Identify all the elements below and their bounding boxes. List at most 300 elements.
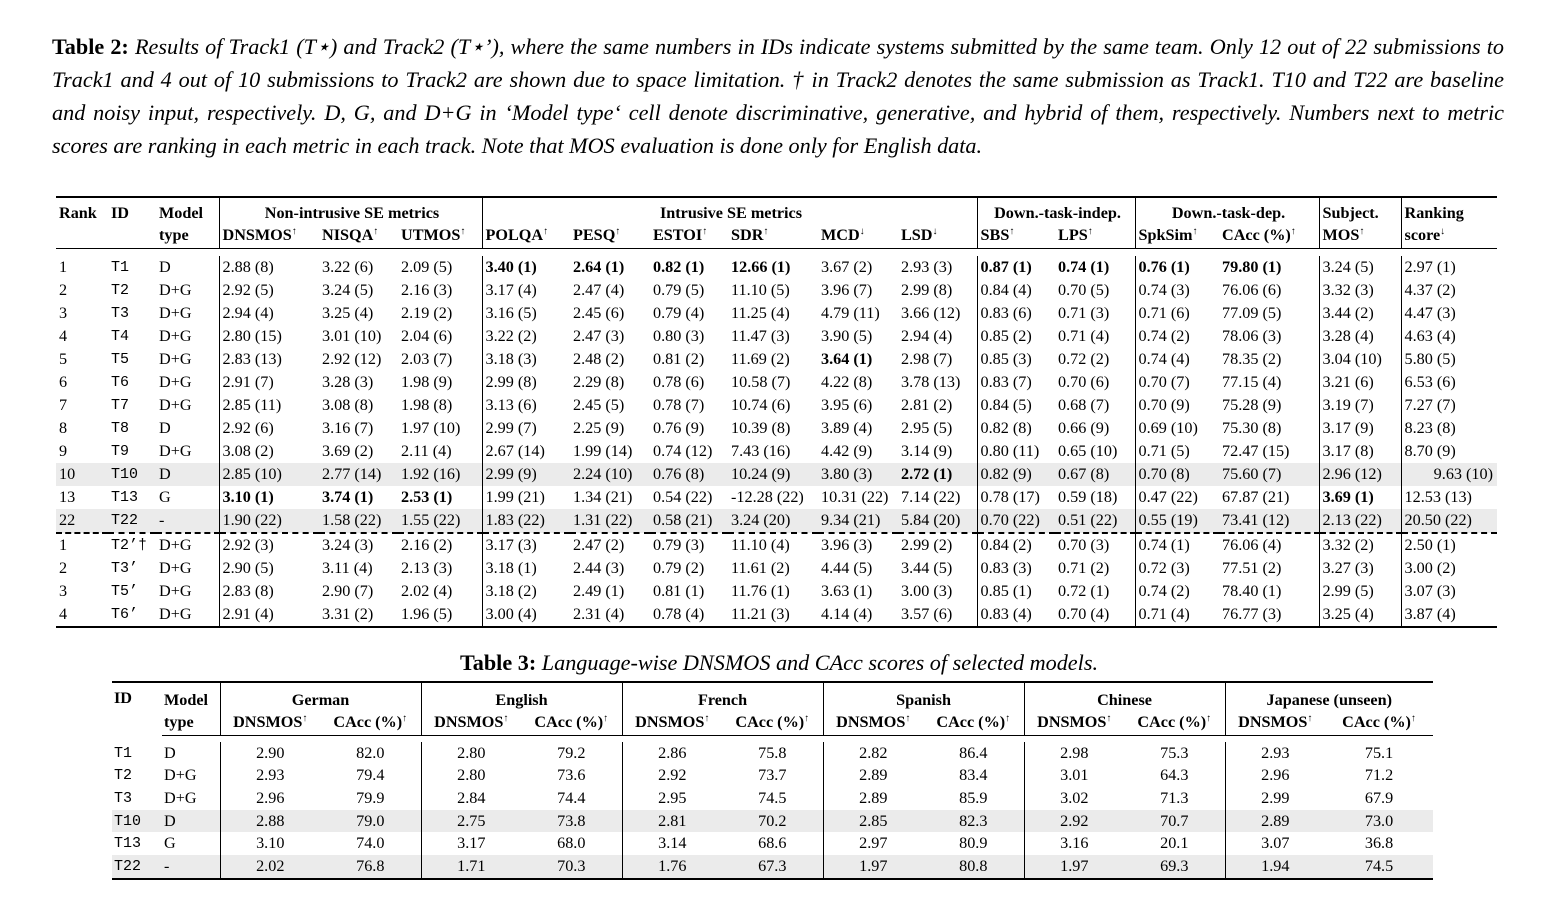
- metric-value-cell: 2.47 (2): [570, 533, 650, 557]
- score-cell: 2.95: [622, 787, 722, 810]
- score-cell: 79.9: [356, 788, 385, 807]
- metric-value-cell: 2.81 (2): [901, 396, 953, 414]
- metric-value-cell: 3.01 (10): [322, 327, 382, 345]
- metric-value-cell: 0.66 (9): [1058, 419, 1110, 437]
- score-cell: 71.3: [1160, 788, 1189, 807]
- score-cell: 3.16: [1024, 832, 1124, 855]
- model-type-cell: D+G: [159, 327, 192, 345]
- score-cell: 83.4: [959, 766, 988, 785]
- metric-value-cell: 1.31 (22): [570, 509, 650, 533]
- system-id-cell: T3: [114, 789, 133, 807]
- metric-direction-arrow: ↑: [603, 713, 609, 724]
- metric-value-cell: 3.00 (3): [901, 582, 953, 600]
- metric-value-cell: 2.96 (12): [1319, 463, 1401, 486]
- score-cell: 76.8: [320, 855, 421, 879]
- metric-value-cell: 4.44 (5): [821, 559, 873, 577]
- metric-header-name: CAcc (%): [1137, 713, 1207, 731]
- metric-value-cell: 3.16 (5): [482, 302, 570, 325]
- metric-value-cell: 0.47 (22): [1135, 486, 1219, 509]
- metric-direction-arrow: ↑: [302, 713, 308, 724]
- metric-value-cell: 2.91 (4): [219, 603, 319, 627]
- metric-value-cell: 2.94 (4): [219, 302, 319, 325]
- metric-header: [1219, 223, 1319, 249]
- metric-value-cell: 2.93 (3): [901, 258, 953, 276]
- metric-value-cell: 1.58 (22): [319, 509, 398, 533]
- metric-value-cell: 8.70 (9): [1401, 440, 1497, 463]
- metric-value-cell: 3.63 (1): [821, 582, 873, 600]
- metric-header-name: LSD: [901, 226, 933, 244]
- metric-header-name: DNSMOS: [836, 713, 906, 731]
- metric-value-cell: 1.98 (8): [401, 396, 453, 414]
- score-cell: 2.89: [823, 787, 923, 810]
- metric-header-name: UTMOS: [401, 226, 461, 244]
- score-cell: 36.8: [1364, 834, 1394, 853]
- metric-header: [1055, 223, 1135, 249]
- language-table: [112, 681, 1433, 880]
- metric-value-cell: 77.15 (4): [1222, 373, 1282, 391]
- metric-value-cell: 3.16 (7): [322, 419, 374, 437]
- score-cell: 70.3: [521, 855, 622, 879]
- metric-header-name: score: [1404, 226, 1441, 244]
- metric-direction-arrow: ↑: [291, 226, 297, 237]
- model-type-cell: D: [164, 743, 176, 762]
- system-id-cell: T22: [108, 509, 156, 533]
- header-spacer: [56, 249, 1497, 257]
- metric-value-cell: 0.71 (4): [1135, 603, 1219, 627]
- metric-value-cell: 1.92 (16): [398, 463, 482, 486]
- metric-header-name: MCD: [821, 226, 860, 244]
- score-cell: 2.89: [1225, 810, 1325, 833]
- metric-value-cell: 75.28 (9): [1222, 396, 1282, 414]
- metric-value-cell: 3.78 (13): [901, 373, 961, 391]
- metric-value-cell: 0.76 (8): [650, 463, 728, 486]
- rank-cell: 4: [59, 327, 68, 345]
- metric-direction-arrow: ↑: [1307, 713, 1313, 724]
- metric-value-cell: 3.32 (2): [1319, 533, 1401, 557]
- metric-value-cell: 2.97 (1): [1401, 256, 1497, 279]
- metric-value-cell: 3.11 (4): [322, 559, 373, 577]
- metric-value-cell: 2.13 (3): [401, 559, 453, 577]
- metric-value-cell: 1.97 (10): [401, 419, 461, 437]
- score-cell: 2.80: [421, 765, 521, 788]
- metric-value-cell: 2.94 (4): [901, 327, 953, 345]
- metric-direction-arrow: ↑: [763, 226, 769, 237]
- table2-caption: [52, 30, 1504, 162]
- metric-value-cell: 79.80 (1): [1222, 258, 1282, 276]
- rank-cell: 1: [56, 533, 108, 557]
- metric-value-cell: 0.87 (1): [977, 256, 1055, 279]
- model-type-cell: D+G: [164, 766, 197, 785]
- score-cell: 73.6: [557, 766, 586, 785]
- metric-header: [482, 223, 570, 249]
- metric-header: [1325, 710, 1433, 736]
- table-row: [56, 440, 1497, 463]
- metric-header-name: DNSMOS: [222, 226, 292, 244]
- metric-header-name: DNSMOS: [233, 713, 303, 731]
- metric-value-cell: 4.63 (4): [1401, 325, 1497, 348]
- score-cell: 70.2: [722, 810, 823, 833]
- results-table: [56, 196, 1497, 628]
- score-cell: 80.9: [959, 834, 988, 853]
- table3-caption-text: Language-wise DNSMOS and CAcc scores of selected models.: [541, 650, 1099, 675]
- rank-cell: 22: [56, 509, 108, 533]
- metric-value-cell: 3.96 (7): [821, 281, 873, 299]
- metric-value-cell: 2.19 (2): [401, 304, 453, 322]
- metric-value-cell: 2.45 (5): [573, 396, 625, 414]
- metric-value-cell: 0.70 (9): [1135, 394, 1219, 417]
- metric-value-cell: 0.74 (3): [1135, 279, 1219, 302]
- system-id-cell: T4: [111, 328, 130, 345]
- table-row: [56, 279, 1497, 302]
- score-cell: 74.0: [356, 834, 385, 853]
- score-cell: 3.02: [1024, 787, 1124, 810]
- metric-value-cell: 1.99 (14): [573, 442, 633, 460]
- metric-direction-arrow: ↑: [460, 226, 466, 237]
- model-type-cell: D+G: [164, 788, 197, 807]
- metric-value-cell: 2.25 (9): [573, 419, 625, 437]
- table-row: [56, 486, 1497, 509]
- metric-value-cell: 2.09 (5): [401, 258, 453, 276]
- metric-value-cell: 3.17 (3): [482, 533, 570, 557]
- model-type-cell: D+G: [159, 442, 192, 460]
- score-cell: 2.75: [421, 810, 521, 833]
- model-type-cell: -: [162, 855, 220, 879]
- metric-value-cell: 1.55 (22): [398, 509, 482, 533]
- rank-cell: 3: [59, 304, 68, 322]
- metric-value-cell: 2.03 (7): [401, 350, 453, 368]
- metric-value-cell: 12.66 (1): [731, 258, 791, 276]
- metric-direction-arrow: ↑: [1009, 226, 1015, 237]
- model-type-cell: D: [159, 419, 171, 437]
- metric-value-cell: 2.45 (6): [573, 304, 625, 322]
- metric-value-cell: 0.83 (3): [977, 557, 1055, 580]
- metric-value-cell: 0.84 (4): [977, 279, 1055, 302]
- metric-value-cell: 3.32 (3): [1319, 279, 1401, 302]
- metric-header: [823, 710, 923, 736]
- model-type-cell: D+G: [159, 373, 192, 391]
- metric-value-cell: 2.99 (7): [482, 417, 570, 440]
- metric-value-cell: 0.81 (2): [653, 350, 705, 368]
- system-id-cell: T9: [111, 443, 130, 460]
- metric-value-cell: 2.92 (3): [219, 533, 319, 557]
- table3-caption-label: Table 3:: [459, 650, 537, 675]
- ranking-header: Ranking: [1401, 197, 1497, 223]
- score-cell: 79.0: [320, 810, 421, 833]
- score-cell: 85.9: [959, 788, 988, 807]
- metric-value-cell: 3.00 (4): [482, 603, 570, 627]
- metric-value-cell: 73.41 (12): [1219, 509, 1319, 533]
- score-cell: 67.3: [722, 855, 823, 879]
- metric-value-cell: 3.64 (1): [821, 350, 873, 368]
- metric-direction-arrow: ↑: [503, 713, 509, 724]
- metric-value-cell: 3.22 (2): [482, 325, 570, 348]
- metric-value-cell: 0.78 (4): [653, 605, 705, 623]
- model-type-cell: D+G: [156, 533, 219, 557]
- score-cell: 69.3: [1124, 855, 1225, 879]
- metric-value-cell: 3.24 (5): [322, 281, 374, 299]
- metric-value-cell: 0.72 (2): [1058, 350, 1110, 368]
- score-cell: 64.3: [1160, 766, 1189, 785]
- metric-value-cell: 3.95 (6): [821, 396, 873, 414]
- t3-model-type-header: type: [162, 710, 220, 736]
- metric-value-cell: 1.96 (5): [401, 605, 453, 623]
- metric-value-cell: 3.24 (5): [1319, 256, 1401, 279]
- metric-value-cell: 9.63 (10): [1401, 463, 1497, 486]
- metric-value-cell: 2.88 (8): [219, 256, 319, 279]
- metric-value-cell: 4.37 (2): [1401, 279, 1497, 302]
- metric-value-cell: 2.80 (15): [219, 325, 319, 348]
- metric-value-cell: 0.72 (1): [1058, 582, 1110, 600]
- metric-value-cell: 3.67 (2): [821, 258, 873, 276]
- metric-value-cell: 0.83 (6): [977, 302, 1055, 325]
- score-cell: 2.92: [622, 765, 722, 788]
- score-cell: 1.97: [823, 855, 923, 879]
- metric-value-cell: 2.29 (8): [573, 373, 625, 391]
- metric-value-cell: 4.42 (9): [821, 442, 873, 460]
- table2-caption-label: Table 2:: [52, 34, 129, 59]
- metric-header-name: CAcc (%): [735, 713, 805, 731]
- metric-value-cell: 2.53 (1): [401, 488, 453, 506]
- system-id-cell: T13: [114, 835, 142, 853]
- metric-direction-arrow: ↑: [1005, 713, 1011, 724]
- metric-value-cell: 2.77 (14): [319, 463, 398, 486]
- metric-value-cell: 0.84 (5): [977, 394, 1055, 417]
- language-header: Spanish: [823, 682, 1024, 710]
- metric-value-cell: 9.34 (21): [818, 509, 898, 533]
- metric-value-cell: 10.74 (6): [731, 396, 791, 414]
- metric-header-name: DNSMOS: [1037, 713, 1107, 731]
- metric-value-cell: 10.39 (8): [731, 419, 791, 437]
- metric-header-name: PESQ: [573, 226, 616, 244]
- metric-header-name: DNSMOS: [434, 713, 504, 731]
- score-cell: 3.01: [1024, 765, 1124, 788]
- model-type-cell: D+G: [159, 304, 192, 322]
- score-cell: 3.17: [421, 832, 521, 855]
- metric-value-cell: 0.51 (22): [1055, 509, 1135, 533]
- table-row: [56, 509, 1497, 533]
- model-type-cell: D+G: [159, 281, 192, 299]
- down-task-indep-header: Down.-task-indep.: [977, 197, 1135, 223]
- metric-header: [320, 710, 421, 736]
- metric-value-cell: 0.85 (3): [977, 348, 1055, 371]
- score-cell: 79.2: [557, 743, 586, 762]
- metric-value-cell: 0.82 (9): [977, 463, 1055, 486]
- metric-direction-arrow: ↑: [1206, 713, 1212, 724]
- metric-value-cell: 0.74 (2): [1135, 580, 1219, 603]
- system-id-cell: T10: [112, 810, 162, 833]
- rank-header: Rank: [56, 197, 108, 249]
- score-cell: 67.9: [1364, 788, 1394, 807]
- metric-value-cell: 2.99 (8): [482, 371, 570, 394]
- metric-value-cell: 0.82 (1): [653, 258, 705, 276]
- metric-direction-arrow: ↑: [704, 713, 710, 724]
- metric-value-cell: 3.89 (4): [821, 419, 873, 437]
- metric-value-cell: 3.17 (4): [482, 279, 570, 302]
- metric-value-cell: 11.21 (3): [731, 605, 790, 623]
- score-cell: 2.85: [823, 810, 923, 833]
- metric-value-cell: 7.27 (7): [1401, 394, 1497, 417]
- table-row: [56, 603, 1497, 627]
- metric-value-cell: 0.69 (10): [1135, 417, 1219, 440]
- language-header: English: [421, 682, 622, 710]
- metric-value-cell: 5.84 (20): [898, 509, 977, 533]
- metric-value-cell: 3.07 (3): [1401, 580, 1497, 603]
- score-cell: 2.93: [1225, 742, 1325, 765]
- metric-value-cell: 3.24 (20): [728, 509, 818, 533]
- metric-value-cell: 2.99 (2): [898, 533, 977, 557]
- non-intrusive-header: Non-intrusive SE metrics: [219, 197, 482, 223]
- metric-value-cell: 0.71 (5): [1135, 440, 1219, 463]
- metric-header: [521, 710, 622, 736]
- table2-caption-text: Results of Track1 (T⋆) and Track2 (T⋆’), where the same numbers in IDs indicate systems submitted by the same team. Only 12 out of 22 submissions to Track1 and 4 out of 10 submissions to Track2 are shown due to space limitation. † in Track2 denotes the same submission as Track1. T10 and T22 are baseline and noisy input, respectively. D, G, and D+G in ‘Model type‘ cell denote discriminative, generative, and hybrid of them, respectively. Numbers next to metric scores are ranking in each metric in each track. Note that MOS evaluation is done only for English data.: [52, 34, 1505, 158]
- metric-header-name: SDR: [731, 226, 764, 244]
- metric-value-cell: 0.74 (1): [1058, 258, 1110, 276]
- metric-direction-arrow: ↑: [1290, 226, 1296, 237]
- metric-header-name: CAcc (%): [936, 713, 1006, 731]
- system-id-cell: T7: [111, 397, 130, 414]
- metric-value-cell: 0.80 (3): [653, 327, 705, 345]
- metric-value-cell: 2.02 (4): [401, 582, 453, 600]
- metric-value-cell: 1.90 (22): [219, 509, 319, 533]
- metric-value-cell: 0.71 (4): [1058, 327, 1110, 345]
- metric-value-cell: 3.66 (12): [901, 304, 961, 322]
- metric-value-cell: 2.64 (1): [573, 258, 625, 276]
- system-id-cell: T6’: [111, 606, 139, 623]
- metric-value-cell: 1.98 (9): [401, 373, 453, 391]
- metric-value-cell: 2.83 (13): [219, 348, 319, 371]
- metric-value-cell: 0.58 (21): [650, 509, 728, 533]
- score-cell: 1.71: [421, 855, 521, 879]
- metric-value-cell: 11.10 (5): [731, 281, 790, 299]
- metric-header: [622, 710, 722, 736]
- score-cell: 2.84: [421, 787, 521, 810]
- model-header: Model: [159, 204, 204, 222]
- score-cell: 2.81: [622, 810, 722, 833]
- metric-header: [1225, 710, 1325, 736]
- score-cell: 20.1: [1160, 834, 1189, 853]
- metric-value-cell: 3.96 (3): [818, 533, 898, 557]
- metric-direction-arrow: ↑: [1192, 226, 1198, 237]
- score-cell: 2.88: [220, 810, 320, 833]
- metric-value-cell: 3.25 (4): [322, 304, 374, 322]
- metric-value-cell: 3.14 (9): [901, 442, 953, 460]
- metric-value-cell: 2.16 (3): [401, 281, 453, 299]
- rank-cell: 13: [59, 488, 76, 506]
- metric-value-cell: 76.06 (6): [1222, 281, 1282, 299]
- system-id-cell: T2’†: [108, 533, 156, 557]
- system-id-cell: T3’: [111, 560, 139, 577]
- metric-value-cell: 0.84 (2): [977, 533, 1055, 557]
- metric-header: [650, 223, 728, 249]
- metric-value-cell: 3.69 (2): [322, 442, 374, 460]
- t3-model-header: Model: [164, 691, 209, 709]
- metric-value-cell: 2.91 (7): [219, 371, 319, 394]
- metric-value-cell: 3.87 (4): [1401, 603, 1497, 627]
- metric-header-name: ESTOI: [653, 226, 703, 244]
- model-type-header: type: [156, 223, 219, 249]
- metric-value-cell: 3.18 (1): [482, 557, 570, 580]
- metric-value-cell: 75.60 (7): [1219, 463, 1319, 486]
- metric-value-cell: 78.40 (1): [1222, 582, 1282, 600]
- metric-value-cell: 0.70 (3): [1055, 533, 1135, 557]
- model-type-cell: D+G: [159, 605, 192, 623]
- metric-header-name: NISQA: [322, 226, 374, 244]
- metric-value-cell: 78.35 (2): [1222, 350, 1282, 368]
- metric-value-cell: 2.92 (5): [219, 279, 319, 302]
- metric-direction-arrow: ↑: [373, 226, 379, 237]
- model-type-cell: G: [159, 488, 171, 506]
- score-cell: 73.7: [758, 766, 787, 785]
- metric-direction-arrow: ↓: [1440, 226, 1446, 237]
- table-row: [56, 348, 1497, 371]
- metric-value-cell: 5.80 (5): [1401, 348, 1497, 371]
- metric-value-cell: 3.28 (4): [1319, 325, 1401, 348]
- metric-value-cell: 3.80 (3): [818, 463, 898, 486]
- metric-value-cell: 8.23 (8): [1401, 417, 1497, 440]
- score-cell: 68.6: [758, 834, 787, 853]
- metric-value-cell: 0.79 (5): [653, 281, 705, 299]
- score-cell: 2.02: [220, 855, 320, 879]
- metric-value-cell: 3.13 (6): [482, 394, 570, 417]
- metric-value-cell: 2.47 (4): [573, 281, 625, 299]
- metric-value-cell: 6.53 (6): [1401, 371, 1497, 394]
- metric-value-cell: 3.18 (3): [482, 348, 570, 371]
- metric-value-cell: 3.40 (1): [482, 256, 570, 279]
- score-cell: 80.8: [923, 855, 1024, 879]
- table-row: [56, 557, 1497, 580]
- metric-header: [1319, 223, 1401, 249]
- metric-value-cell: 11.76 (1): [731, 582, 790, 600]
- metric-value-cell: 3.08 (2): [219, 440, 319, 463]
- metric-value-cell: 2.11 (4): [401, 442, 452, 460]
- language-header: German: [220, 682, 421, 710]
- metric-header-name: CAcc (%): [333, 713, 403, 731]
- score-cell: 3.14: [622, 832, 722, 855]
- metric-value-cell: 0.65 (10): [1058, 442, 1118, 460]
- rank-cell: 10: [56, 463, 108, 486]
- metric-value-cell: 3.24 (3): [319, 533, 398, 557]
- score-cell: 75.8: [758, 743, 787, 762]
- system-id-cell: T1: [114, 744, 133, 762]
- metric-value-cell: 10.58 (7): [731, 373, 791, 391]
- table-row: [56, 256, 1497, 279]
- metric-value-cell: 2.72 (1): [898, 463, 977, 486]
- metric-value-cell: 2.90 (5): [219, 557, 319, 580]
- metric-value-cell: 11.61 (2): [731, 559, 790, 577]
- metric-value-cell: 0.74 (12): [653, 442, 713, 460]
- metric-value-cell: 3.74 (1): [322, 488, 374, 506]
- metric-value-cell: 0.85 (1): [977, 580, 1055, 603]
- metric-value-cell: 4.47 (3): [1401, 302, 1497, 325]
- metric-value-cell: 76.06 (4): [1219, 533, 1319, 557]
- score-cell: 1.76: [622, 855, 722, 879]
- metric-value-cell: 75.30 (8): [1222, 419, 1282, 437]
- rank-cell: 3: [59, 582, 68, 600]
- metric-header: [220, 710, 320, 736]
- score-cell: 73.8: [521, 810, 622, 833]
- table-row: [112, 787, 1433, 810]
- score-cell: 3.07: [1225, 832, 1325, 855]
- metric-value-cell: 11.69 (2): [731, 350, 790, 368]
- metric-value-cell: 3.00 (2): [1401, 557, 1497, 580]
- score-cell: 2.92: [1024, 810, 1124, 833]
- score-cell: 2.89: [823, 765, 923, 788]
- table3-caption: [0, 648, 1558, 678]
- metric-value-cell: 0.55 (19): [1135, 509, 1219, 533]
- metric-value-cell: 0.78 (17): [977, 486, 1055, 509]
- table-row: [56, 417, 1497, 440]
- metric-value-cell: 3.10 (1): [219, 486, 319, 509]
